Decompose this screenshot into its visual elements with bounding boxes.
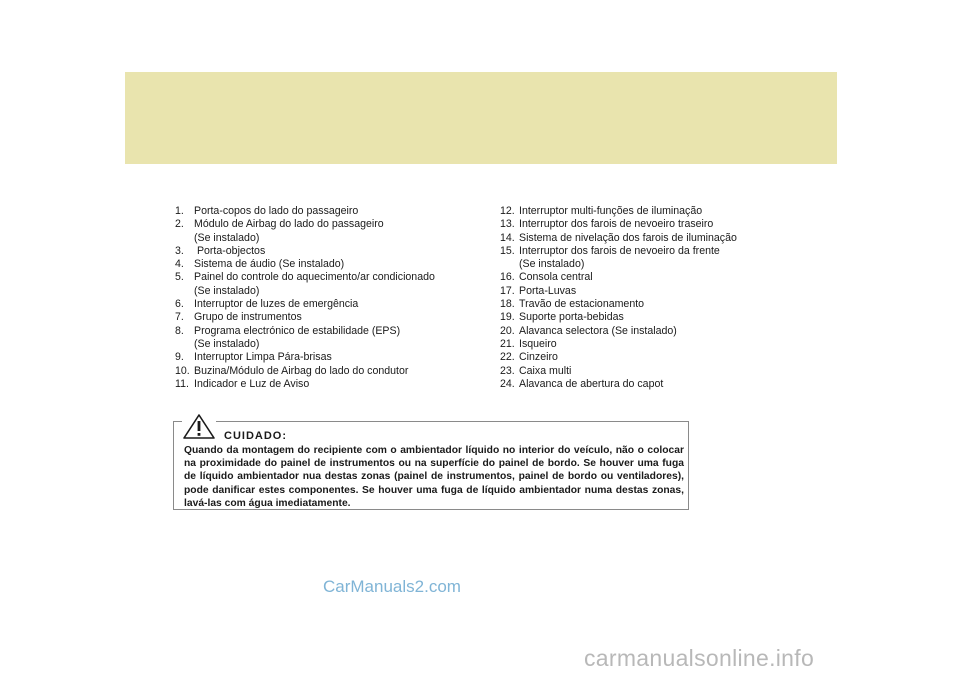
list-item	[175, 271, 475, 298]
list-item	[175, 325, 475, 352]
list-item-number: 6.	[175, 298, 184, 311]
list-item	[500, 351, 780, 364]
list-item	[175, 298, 475, 311]
list-item	[500, 338, 780, 351]
list-item-label: Painel do controle do aquecimento/ar condicionado	[194, 271, 435, 284]
list-item	[500, 245, 780, 272]
list-item-sublabel: (Se instalado)	[519, 258, 585, 271]
list-item-label: Porta-objectos	[194, 244, 266, 257]
list-item-label: Sistema de nivelação dos farois de iluminação	[519, 231, 737, 244]
list-item-label: Caixa multi	[519, 364, 572, 377]
caution-title: CUIDADO:	[224, 430, 287, 442]
list-item-sublabel: (Se instalado)	[194, 231, 260, 244]
list-item	[500, 378, 780, 391]
list-item-number: 18.	[500, 298, 515, 311]
list-item-sublabel: (Se instalado)	[194, 337, 260, 350]
list-item-label: Porta-Luvas	[519, 284, 577, 297]
list-item-label: Cinzeiro	[519, 351, 558, 364]
list-item	[175, 351, 475, 364]
list-item	[175, 365, 475, 378]
list-item-label: Porta-copos do lado do passageiro	[194, 205, 359, 217]
list-item-label: Interruptor dos farois de nevoeiro da frente	[519, 244, 720, 257]
list-item-number: 23.	[500, 364, 515, 377]
list-item-number: 9.	[175, 351, 184, 364]
list-item-number: 4.	[175, 258, 184, 271]
list-item	[175, 205, 475, 218]
caution-text: Quando da montagem do recipiente com o ambientador líquido no interior do veículo, não o colocar na proximidade do painel de instrumentos ou na superfície do painel de bordo. Se houver uma fuga de líquido ambientador nua destas zonas (painel de instrumentos, painel de bordo ou ventiladores), pode danificar estes componentes. Se houver uma fuga de líquido ambientador numa destas zonas, lavá-las com água imediatamente.	[184, 445, 684, 509]
list-item	[500, 365, 780, 378]
list-item-number: 22.	[500, 351, 515, 364]
list-item-number: 8.	[175, 324, 184, 337]
list-item-label: Suporte porta-bebidas	[519, 311, 624, 324]
list-item-label: Interruptor Limpa Pára-brisas	[194, 351, 332, 364]
list-item-number: 14.	[500, 231, 515, 244]
list-item-number: 17.	[500, 284, 515, 297]
list-item	[500, 232, 780, 245]
list-item-number: 5.	[175, 271, 184, 284]
list-item-label: Módulo de Airbag do lado do passageiro	[194, 218, 384, 231]
list-item-label: Isqueiro	[519, 337, 557, 350]
watermark-center[interactable]: CarManuals2.com	[323, 577, 461, 596]
component-list-left	[175, 205, 475, 391]
list-item	[175, 218, 475, 245]
list-item	[500, 298, 780, 311]
list-item	[175, 378, 475, 391]
list-item-number: 13.	[500, 218, 515, 231]
list-item-label: Alavanca selectora (Se instalado)	[519, 324, 677, 337]
list-item-label: Travão de estacionamento	[519, 298, 645, 311]
list-item-label: Buzina/Módulo de Airbag do lado do condutor	[194, 364, 409, 377]
list-item-number: 20.	[500, 324, 515, 337]
component-list-right	[500, 205, 780, 391]
list-item-label: Indicador e Luz de Aviso	[194, 377, 310, 390]
list-item-label: Programa electrónico de estabilidade (EPS)	[194, 324, 401, 337]
list-item	[500, 218, 780, 231]
list-item-number: 10.	[175, 364, 190, 377]
list-item-label: Alavanca de abertura do capot	[519, 377, 664, 390]
caution-box	[173, 421, 689, 510]
list-item-label: Interruptor multi-funções de iluminação	[519, 205, 703, 217]
watermark-corner[interactable]: carmanualsonline.info	[584, 645, 815, 671]
list-item	[500, 311, 780, 324]
list-item-label: Sistema de áudio (Se instalado)	[194, 258, 345, 271]
list-item	[175, 245, 475, 258]
list-item-label: Grupo de instrumentos	[194, 311, 302, 324]
list-item-number: 16.	[500, 271, 515, 284]
list-item-label: Interruptor dos farois de nevoeiro traseiro	[519, 218, 714, 231]
list-item-label: Consola central	[519, 271, 593, 284]
list-item-label: Interruptor de luzes de emergência	[194, 298, 359, 311]
list-item-number: 3.	[175, 244, 184, 257]
list-item-number: 1.	[175, 205, 184, 217]
list-item	[500, 285, 780, 298]
list-item-number: 21.	[500, 337, 515, 350]
warning-triangle-icon	[182, 412, 216, 440]
list-item-number: 7.	[175, 311, 184, 324]
list-item	[175, 258, 475, 271]
list-item	[175, 311, 475, 324]
list-item-number: 12.	[500, 205, 515, 217]
list-item	[500, 271, 780, 284]
list-item-sublabel: (Se instalado)	[194, 284, 260, 297]
list-item-number: 11.	[175, 377, 189, 390]
list-item-number: 24.	[500, 377, 515, 390]
header-band	[125, 72, 837, 164]
list-item-number: 2.	[175, 218, 184, 231]
list-item-number: 19.	[500, 311, 515, 324]
list-item	[500, 325, 780, 338]
list-item-number: 15.	[500, 244, 515, 257]
list-item	[500, 205, 780, 218]
